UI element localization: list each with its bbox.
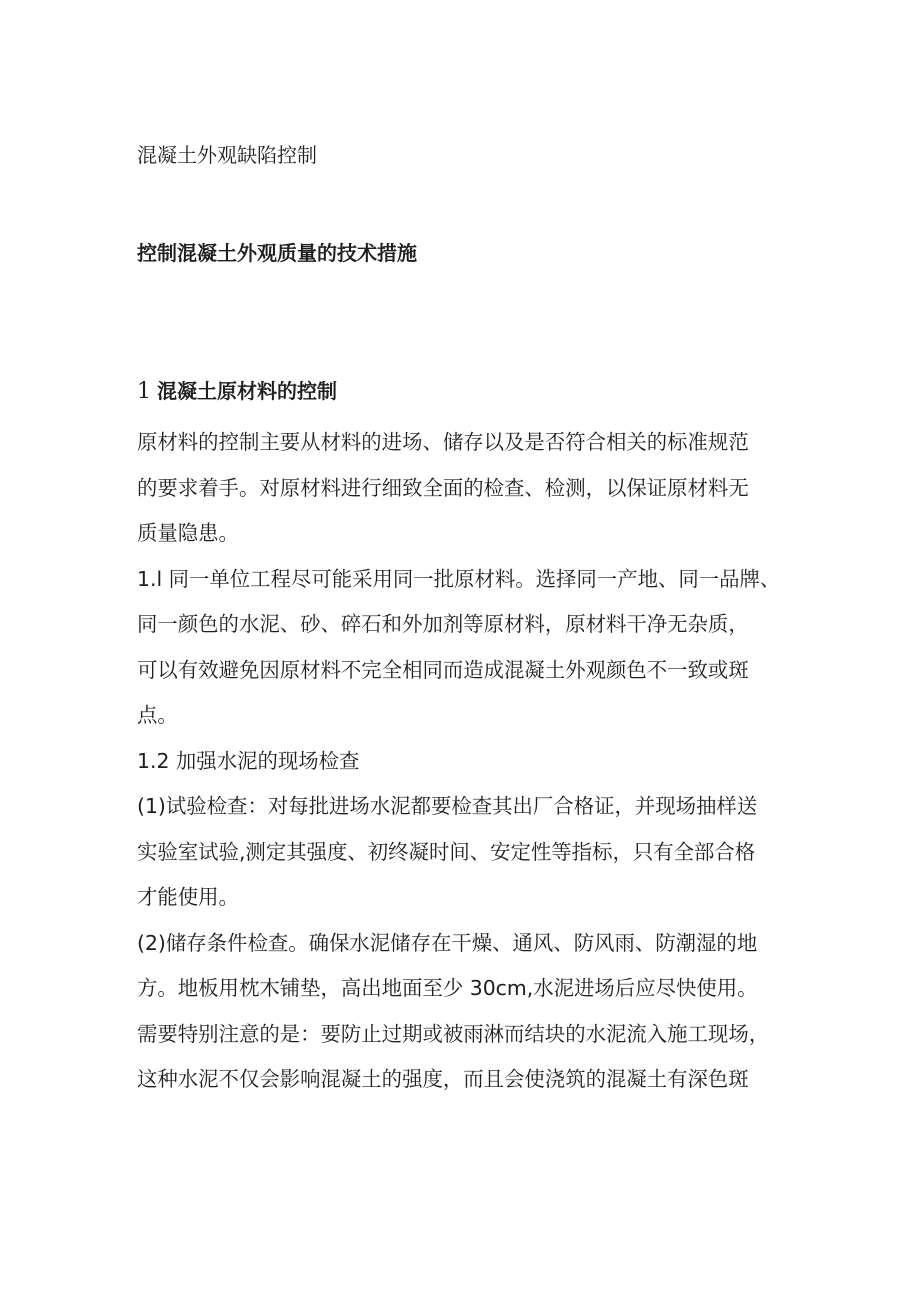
body-line: 同一颜色的水泥、砂、碎石和外加剂等原材料，原材料干净无杂质， xyxy=(137,612,749,636)
body-line: 的要求着手。对原材料进行细致全面的检查、检测，以保证原材料无 xyxy=(137,475,749,500)
body-line: 实验室试验,测定其强度、初终凝时间、安定性等指标，只有全部合格 xyxy=(137,839,756,864)
body-line: 需要特别注意的是：要防止过期或被雨淋而结块的水泥流入施工现场， xyxy=(137,1021,770,1046)
body-line: 才能使用。 xyxy=(137,885,239,909)
document-title: 混凝土外观缺陷控制 xyxy=(137,143,317,167)
body-line: 1.l 同一单位工程尽可能采用同一批原材料。选择同一产地、同一品牌、 xyxy=(137,566,781,591)
body-line: (1)试验检查：对每批进场水泥都要检查其出厂合格证，并现场抽样送 xyxy=(137,794,758,818)
body-line: 这种水泥不仅会影响混凝土的强度，而且会使浇筑的混凝土有深色斑 xyxy=(137,1067,749,1091)
body-line: 方。地板用枕木铺垫，高出地面至少 30cm,水泥进场后应尽快使用。 xyxy=(137,976,758,1000)
section-heading xyxy=(137,376,337,407)
body-line: 点。 xyxy=(137,703,178,727)
document-subtitle: 控制混凝土外观质量的技术措施 xyxy=(137,241,417,265)
body-line: (2)储存条件检查。确保水泥储存在干燥、通风、防风雨、防潮湿的地 xyxy=(137,930,758,955)
body-line: 1.2 加强水泥的现场检查 xyxy=(137,748,360,773)
body-text xyxy=(137,420,812,1103)
section-number: 1 xyxy=(137,379,151,404)
body-line: 可以有效避免因原材料不完全相同而造成混凝土外观颜色不一致或斑 xyxy=(137,657,749,682)
body-line: 质量隐患。 xyxy=(137,521,239,545)
section-heading-text: 混凝土原材料的控制 xyxy=(157,379,337,403)
body-line: 原材料的控制主要从材料的进场、储存以及是否符合相关的标准规范 xyxy=(137,430,749,454)
